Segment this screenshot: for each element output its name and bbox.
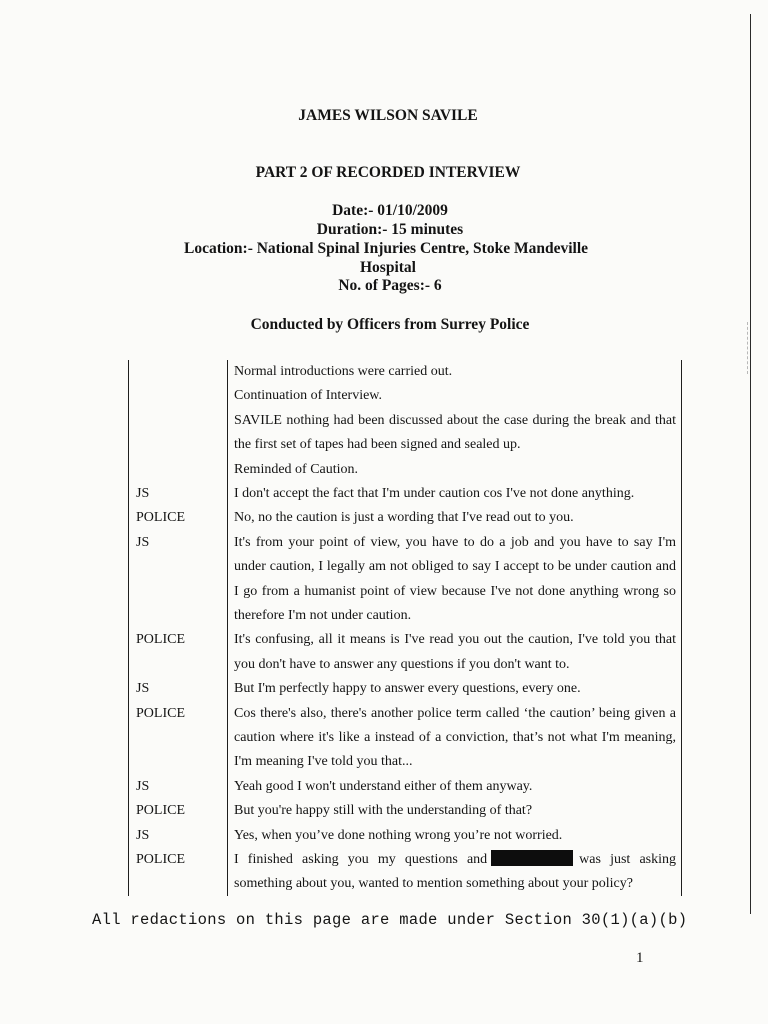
interview-date: Date:- 01/10/2009	[332, 202, 448, 219]
utterance-text	[234, 848, 676, 897]
utterance-text-before-redaction: I finished asking you my questions and	[234, 852, 488, 867]
utterance-text: No, no the caution is just a wording that I've read out to you.	[234, 510, 574, 526]
speaker-label: JS	[136, 486, 150, 501]
speaker-label: POLICE	[136, 803, 185, 819]
document-subtitle: PART 2 OF RECORDED INTERVIEW	[255, 164, 521, 181]
utterance-text: Yeah good I won't understand either of them anyway.	[234, 778, 533, 794]
speaker-label: JS	[136, 778, 150, 794]
speaker-label: POLICE	[136, 705, 185, 721]
redaction-footnote: All redactions on this page are made under Section 30(1)(a)(b)	[92, 911, 688, 929]
utterance-text: SAVILE nothing had been discussed about the case during the break and that the first set of tapes had been signed and sealed up.	[234, 412, 676, 453]
utterance-text: It's from your point of view, you have to do a job and you have to say I'm under caution, I legally am not obliged to say I accept to be under caution and I go from a humanist point of view because I've not done anything wrong so therefore I'm not under caution.	[234, 534, 676, 624]
redaction-block	[491, 850, 573, 866]
speaker-label: JS	[136, 827, 150, 843]
conducted-by: Conducted by Officers from Surrey Police	[250, 316, 530, 333]
utterance-text: Yes, when you’ve done nothing wrong you’re not worried.	[234, 827, 563, 843]
page-count: No. of Pages:- 6	[338, 277, 442, 294]
speaker-label: POLICE	[136, 632, 185, 648]
interview-location-continued: Hospital	[360, 259, 416, 276]
speaker-label: JS	[136, 534, 150, 550]
interview-location: Location:- National Spinal Injuries Centre, Stoke Mandeville	[183, 240, 588, 257]
speaker-label: JS	[136, 681, 150, 697]
interview-duration: Duration:- 15 minutes	[316, 221, 464, 238]
utterance-text: But I'm perfectly happy to answer every questions, every one.	[234, 681, 581, 697]
utterance-text: Reminded of Caution.	[234, 461, 359, 477]
table-column-divider	[227, 360, 228, 896]
utterance-text: It's confusing, all it means is I've read you out the caution, I've told you that you don't have to answer any questions if you don't want to.	[234, 632, 676, 672]
transcript-table	[128, 360, 682, 896]
table-left-border	[128, 360, 129, 896]
table-right-border	[681, 360, 682, 896]
utterance-text: Cos there's also, there's another police term called ‘the caution’ being given a caution where it's like a instead of a conviction, that’s not what I'm meaning, I'm meaning I've told you that...	[234, 705, 676, 770]
speaker-label: POLICE	[136, 510, 185, 526]
utterance-text: Normal introductions were carried out.	[234, 364, 453, 379]
utterance-text: I don't accept the fact that I'm under caution cos I've not done anything.	[234, 486, 635, 501]
utterance-text-after-redaction: was just asking something about you, wanted to mention something about your policy?	[234, 852, 676, 892]
speaker-label: POLICE	[136, 852, 185, 867]
page-number: 1	[636, 950, 644, 966]
utterance-text: But you're happy still with the understanding of that?	[234, 803, 533, 819]
document-title: JAMES WILSON SAVILE	[298, 107, 478, 124]
utterance-text: Continuation of Interview.	[234, 388, 383, 404]
page-edge-line	[750, 14, 751, 914]
